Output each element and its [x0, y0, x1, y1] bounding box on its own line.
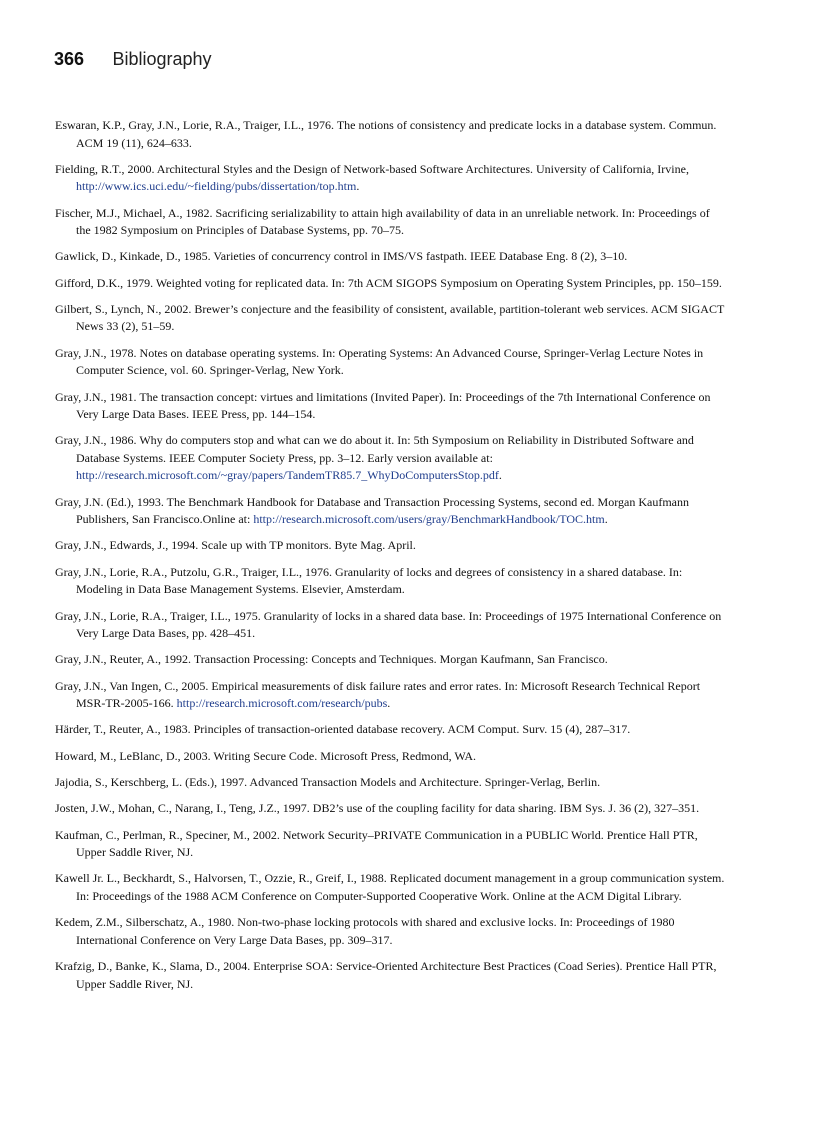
reference-entry — [55, 564, 727, 599]
reference-text: Gray, J.N. (Ed.), 1993. The Benchmark Handbook for Database and Transaction Processing Systems, second ed. Morgan Kaufmann Publishers, San Francisco.Online at: — [55, 494, 689, 527]
reference-tail: . — [604, 512, 608, 527]
reference-entry — [55, 301, 727, 336]
reference-text: Fischer, M.J., Michael, A., 1982. Sacrificing serializability to attain high availability of data in an unreliable network. In: Proceedings of the 1982 Symposium on Principles of Database Systems, pp. 70–75. — [55, 205, 710, 238]
reference-entry — [55, 161, 727, 196]
reference-entry — [55, 205, 727, 240]
reference-text: Kedem, Z.M., Silberschatz, A., 1980. Non-two-phase locking protocols with shared and exclusive locks. In: Proceedings of 1980 International Conference on Very Large Data Bases, pp. 309–317. — [55, 915, 675, 947]
reference-text: Gilbert, S., Lynch, N., 2002. Brewer’s conjecture and the feasibility of consistent, available, partition-tolerant web services. ACM SIGACT News 33 (2), 51–59. — [55, 301, 725, 334]
reference-text: Kaufman, C., Perlman, R., Speciner, M., 2002. Network Security–PRIVATE Communication in a PUBLIC World. Prentice Hall PTR, Upper Saddle River, NJ. — [55, 827, 698, 860]
reference-tail: . — [387, 696, 391, 711]
reference-entry — [55, 827, 727, 862]
reference-entry — [55, 958, 727, 993]
running-title: Bibliography — [112, 49, 212, 69]
reference-entry — [55, 494, 727, 529]
reference-entry — [55, 914, 727, 949]
reference-text: Härder, T., Reuter, A., 1983. Principles of transaction-oriented database recovery. ACM Comput. Surv. 15 (4), 287–317. — [55, 722, 631, 737]
reference-list — [55, 117, 727, 1002]
page-header — [54, 49, 212, 70]
reference-url-link[interactable]: http://www.ics.uci.edu/~fielding/pubs/dissertation/top.htm — [76, 179, 357, 194]
reference-text: Gray, J.N., Lorie, R.A., Putzolu, G.R., Traiger, I.L., 1976. Granularity of locks and degrees of consistency in a shared database. In: Modeling in Data Base Management Systems. Elsevier, Amsterdam. — [55, 564, 683, 597]
reference-entry — [55, 748, 727, 766]
reference-entry — [55, 117, 727, 152]
page-number: 366 — [54, 49, 85, 69]
reference-text: Howard, M., LeBlanc, D., 2003. Writing Secure Code. Microsoft Press, Redmond, WA. — [55, 748, 477, 763]
reference-text: Gray, J.N., 1978. Notes on database operating systems. In: Operating Systems: An Advanced Course, Springer-Verlag Lecture Notes in Computer Science, vol. 60. Springer-Verlag, New York. — [55, 345, 704, 378]
reference-url-link[interactable]: http://research.microsoft.com/~gray/papers/TandemTR85.7_WhyDoComputersStop.pdf — [76, 468, 499, 483]
reference-entry — [55, 248, 727, 266]
reference-text: Krafzig, D., Banke, K., Slama, D., 2004. Enterprise SOA: Service-Oriented Architecture Best Practices (Coad Series). Prentice Hall PTR, Upper Saddle River, NJ. — [55, 959, 717, 991]
reference-entry — [55, 432, 727, 485]
reference-text: Gray, J.N., Van Ingen, C., 2005. Empirical measurements of disk failure rates and error rates. In: Microsoft Research Technical Report MSR-TR-2005-166. — [55, 678, 701, 711]
reference-text: Fielding, R.T., 2000. Architectural Styles and the Design of Network-based Software Architectures. University of California, Irvine, — [55, 161, 689, 176]
reference-entry — [55, 678, 727, 713]
reference-text: Eswaran, K.P., Gray, J.N., Lorie, R.A., Traiger, I.L., 1976. The notions of consistency and predicate locks in a database system. Commun. ACM 19 (11), 624–633. — [55, 118, 717, 150]
reference-entry — [55, 870, 727, 905]
reference-text: Gray, J.N., 1981. The transaction concept: virtues and limitations (Invited Paper). In: Proceedings of the 7th International Conference on Very Large Data Bases. IEEE Press, pp. 144–154. — [55, 389, 711, 422]
reference-tail: . — [498, 468, 502, 483]
reference-text: Gawlick, D., Kinkade, D., 1985. Varieties of concurrency control in IMS/VS fastpath. IEEE Database Eng. 8 (2), 3–10. — [55, 249, 628, 264]
reference-entry — [55, 800, 727, 818]
reference-url-link[interactable]: http://research.microsoft.com/users/gray/BenchmarkHandbook/TOC.htm — [253, 512, 605, 527]
reference-text: Kawell Jr. L., Beckhardt, S., Halvorsen, T., Ozzie, R., Greif, I., 1988. Replicated document management in a group communication system. In: Proceedings of the 1988 ACM Conference on Computer-Supported Cooperative Work. Online at the ACM Digital Library. — [55, 871, 725, 903]
reference-entry — [55, 774, 727, 792]
reference-entry — [55, 651, 727, 669]
reference-text: Gifford, D.K., 1979. Weighted voting for replicated data. In: 7th ACM SIGOPS Symposium on Operating System Principles, pp. 150–159. — [55, 275, 722, 290]
reference-entry — [55, 608, 727, 643]
reference-text: Jajodia, S., Kerschberg, L. (Eds.), 1997. Advanced Transaction Models and Architecture. Springer-Verlag, Berlin. — [55, 775, 601, 790]
reference-text: Gray, J.N., Lorie, R.A., Traiger, I.L., 1975. Granularity of locks in a shared data base. In: Proceedings of 1975 International Conference on Very Large Data Bases, pp. 428–451. — [55, 608, 722, 641]
reference-entry — [55, 345, 727, 380]
reference-url-link[interactable]: http://research.microsoft.com/research/pubs — [176, 696, 388, 711]
reference-entry — [55, 721, 727, 739]
reference-text: Gray, J.N., Reuter, A., 1992. Transaction Processing: Concepts and Techniques. Morgan Kaufmann, San Francisco. — [55, 652, 608, 667]
reference-text: Josten, J.W., Mohan, C., Narang, I., Teng, J.Z., 1997. DB2’s use of the coupling facility for data sharing. IBM Sys. J. 36 (2), 327–351. — [55, 801, 700, 816]
reference-entry — [55, 275, 727, 293]
reference-text: Gray, J.N., 1986. Why do computers stop and what can we do about it. In: 5th Symposium on Reliability in Distributed Software and Database Systems. IEEE Computer Society Press, pp. 3–12. Early version available at: — [55, 433, 694, 465]
reference-entry — [55, 389, 727, 424]
reference-text: Gray, J.N., Edwards, J., 1994. Scale up with TP monitors. Byte Mag. April. — [55, 538, 416, 553]
reference-entry — [55, 537, 727, 555]
reference-tail: . — [356, 179, 360, 194]
